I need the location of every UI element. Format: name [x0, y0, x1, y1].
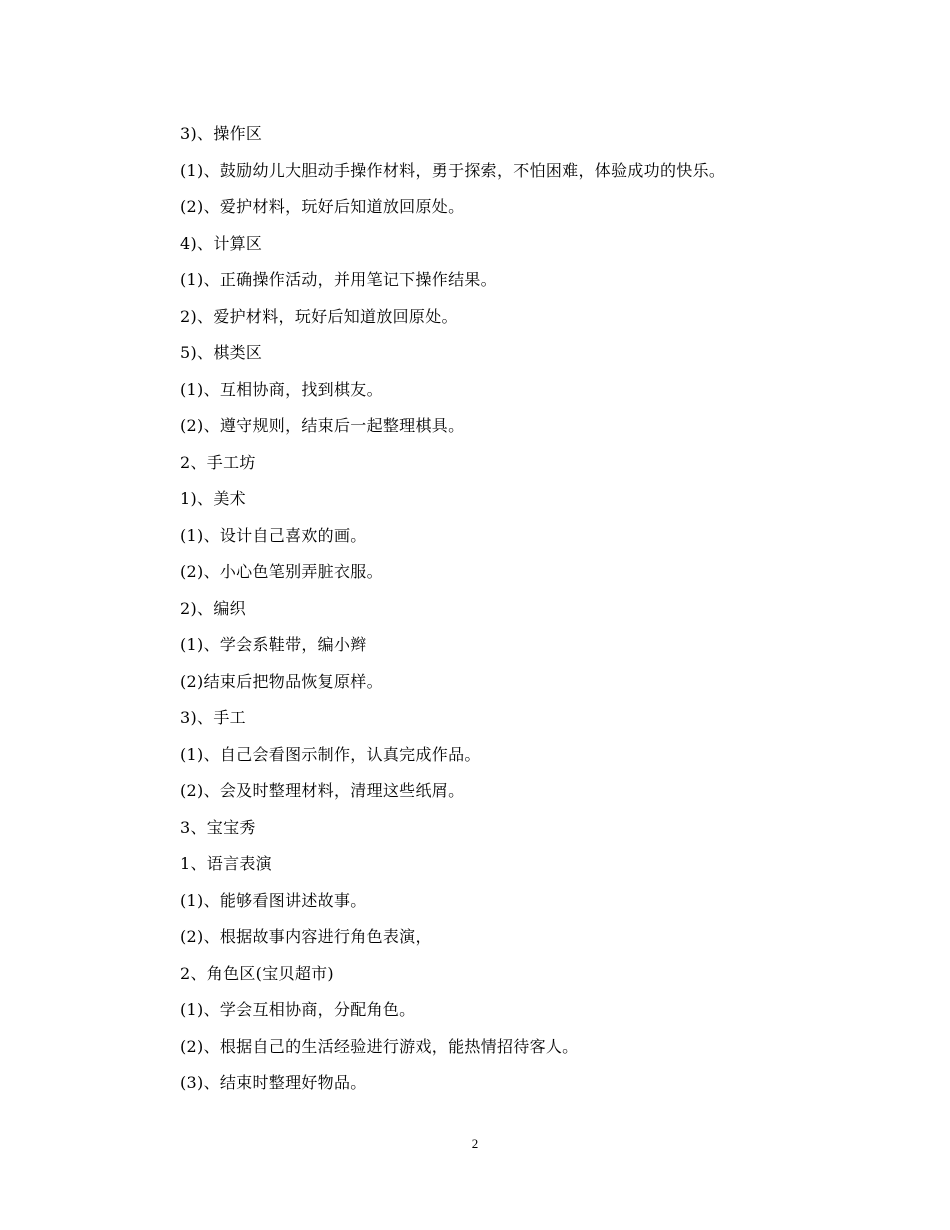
page-number: 2 [471, 1136, 479, 1151]
subsection-heading-language-performance: 1、语言表演 [180, 854, 272, 873]
section-heading-baby-show: 3、宝宝秀 [180, 817, 256, 837]
text-line: (2)、遵守规则，结束后一起整理棋具。 [180, 416, 465, 435]
text-line: (1)、设计自己喜欢的画。 [180, 525, 367, 545]
text-line: (1)、学会互相协商，分配角色。 [180, 1000, 416, 1019]
text-line: (2)、会及时整理材料，清理这些纸屑。 [180, 781, 465, 800]
section-heading-handcraft: 2、手工坊 [180, 452, 256, 472]
section-heading-operation-area: 3)、操作区 [180, 124, 263, 143]
text-line: (3)、结束时整理好物品。 [180, 1073, 367, 1092]
text-line: (2)结束后把物品恢复原样。 [180, 671, 383, 691]
subsection-heading-art: 1)、美术 [180, 489, 246, 508]
text-line: (2)、根据故事内容进行角色表演， [180, 927, 432, 946]
section-heading-chess-area: 5)、棋类区 [180, 343, 263, 362]
subsection-heading-role-area: 2、角色区(宝贝超市) [180, 963, 334, 983]
subsection-heading-weaving: 2)、编织 [180, 598, 246, 618]
text-line: (1)、学会系鞋带，编小辫 [180, 635, 367, 654]
text-line: (2)、根据自己的生活经验进行游戏，能热情招待客人。 [180, 1036, 579, 1056]
section-heading-calculation-area: 4)、计算区 [180, 233, 263, 253]
text-line: (1)、鼓励幼儿大胆动手操作材料，勇于探索，不怕困难，体验成功的快乐。 [180, 160, 726, 180]
text-line: (2)、小心色笔别弄脏衣服。 [180, 562, 383, 581]
text-line: (2)、爱护材料，玩好后知道放回原处。 [180, 197, 465, 216]
document-body [180, 116, 880, 1102]
text-line: (1)、正确操作活动，并用笔记下操作结果。 [180, 270, 497, 289]
text-line: (1)、互相协商，找到棋友。 [180, 379, 383, 399]
subsection-heading-handwork: 3)、手工 [180, 708, 246, 727]
text-line: (1)、自己会看图示制作，认真完成作品。 [180, 744, 481, 764]
text-line: (1)、能够看图讲述故事。 [180, 890, 367, 910]
text-line: 2)、爱护材料，玩好后知道放回原处。 [180, 306, 458, 326]
